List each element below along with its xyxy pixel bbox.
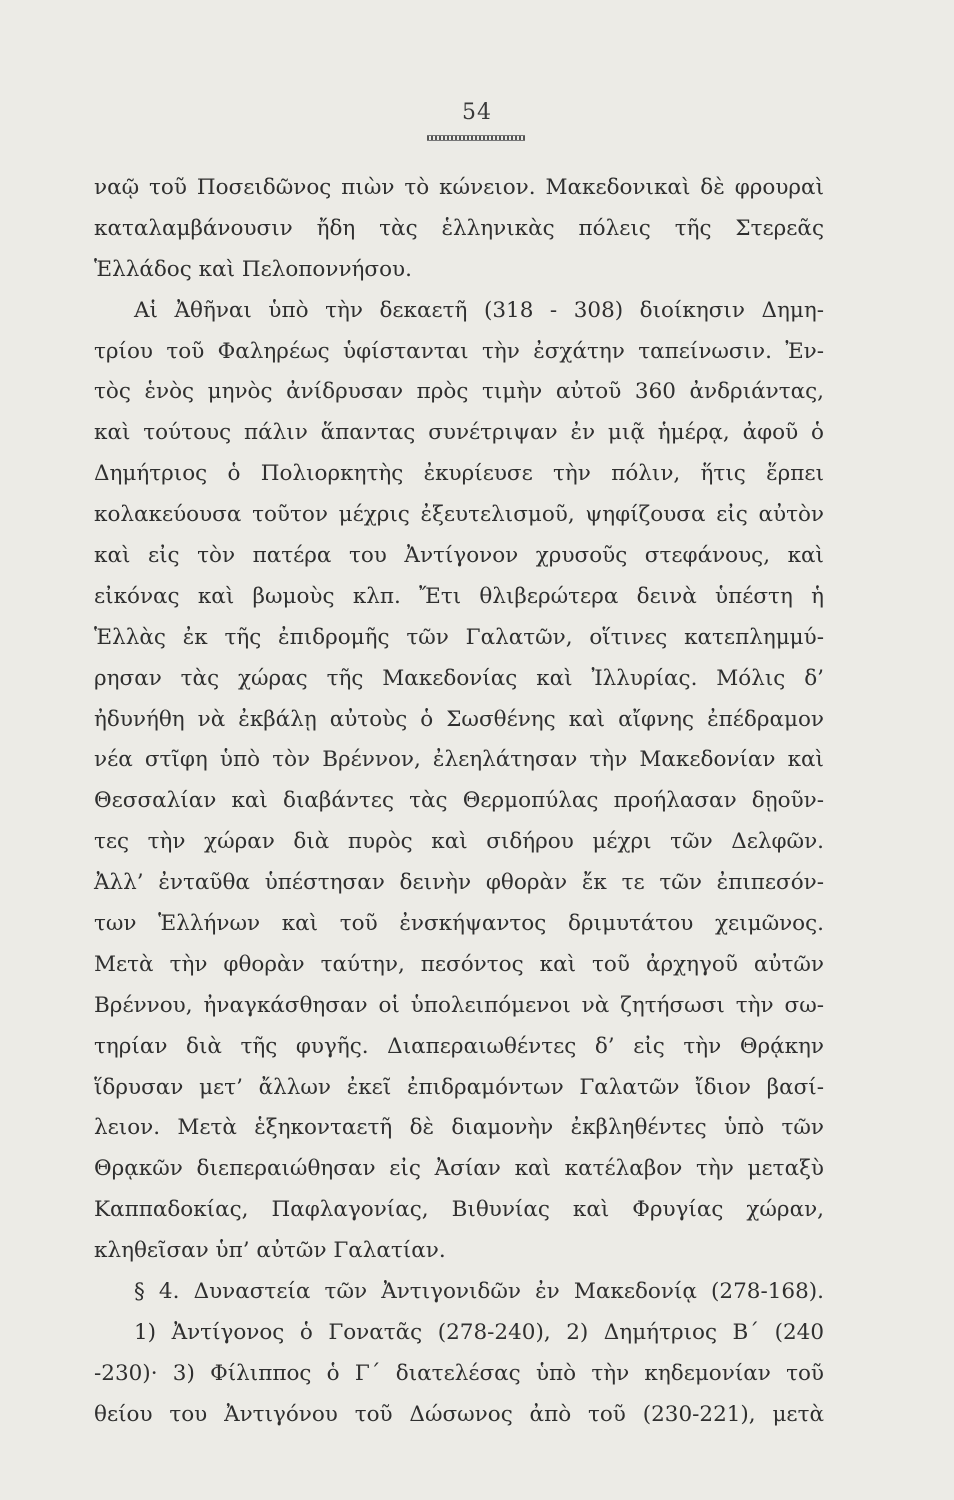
text-line: καὶ τούτους πάλιν ἅπαντας συνέτριψαν ἐν μιᾷ ἡμέρᾳ, ἀφοῦ ὁ bbox=[94, 420, 824, 446]
text-line: τὸς ἑνὸς μηνὸς ἀνίδρυσαν πρὸς τιμὴν αὐτοῦ 360 ἀνδριάντας, bbox=[94, 379, 824, 405]
text-line: τρίου τοῦ Φαληρέως ὑφίστανται τὴν ἐσχάτην ταπείνωσιν. Ἐν- bbox=[94, 338, 824, 364]
text-line: Θεσσαλίαν καὶ διαβάντες τὰς Θερμοπύλας προήλασαν δῃοῦν- bbox=[94, 788, 824, 814]
text-line: Ἑλλάδος καὶ Πελοποννήσου. bbox=[94, 256, 412, 282]
text-line: Ἑλλὰς ἐκ τῆς ἐπιδρομῆς τῶν Γαλατῶν, οἵτινες κατεπλημμύ- bbox=[94, 624, 824, 650]
body-text bbox=[94, 168, 824, 1436]
decorative-rule bbox=[427, 135, 525, 141]
text-line: καὶ εἰς τὸν πατέρα του Ἀντίγονον χρυσοῦς στεφάνους, καὶ bbox=[94, 543, 824, 569]
text-line: λειον. Μετὰ ἑξηκονταετῆ δὲ διαμονὴν ἐκβληθέντες ὑπὸ τῶν bbox=[94, 1115, 824, 1141]
text-line: ναῷ τοῦ Ποσειδῶνος πιὼν τὸ κώνειον. Μακεδονικαὶ δὲ φρουραὶ bbox=[94, 175, 824, 200]
page-number: 54 bbox=[462, 100, 492, 125]
text-line: ρησαν τὰς χώρας τῆς Μακεδονίας καὶ Ἰλλυρίας. Μόλις δ’ bbox=[94, 665, 824, 691]
text-line: Καππαδοκίας, Παφλαγονίας, Βιθυνίας καὶ Φρυγίας χώραν, bbox=[94, 1197, 824, 1223]
text-line: Βρέννου, ἠναγκάσθησαν οἱ ὑπολειπόμενοι νὰ ζητήσωσι τὴν σω- bbox=[94, 992, 824, 1018]
text-line: Αἱ Ἀθῆναι ὑπὸ τὴν δεκαετῆ (318 - 308) διοίκησιν Δημη- bbox=[134, 297, 824, 323]
text-line: -230)· 3) Φίλιππος ὁ Γ΄ διατελέσας ὑπὸ τὴν κηδεμονίαν τοῦ bbox=[94, 1360, 824, 1386]
text-line: κολακεύουσα τοῦτον μέχρις ἐξευτελισμοῦ, ψηφίζουσα εἰς αὐτὸν bbox=[94, 502, 824, 528]
text-line: 1) Ἀντίγονος ὁ Γονατᾶς (278-240), 2) Δημήτριος Β΄ (240 bbox=[134, 1319, 824, 1345]
text-line: Ἀλλ’ ἐνταῦθα ὑπέστησαν δεινὴν φθορὰν ἔκ τε τῶν ἐπιπεσόν- bbox=[94, 870, 824, 896]
text-line: Δημήτριος ὁ Πολιορκητὴς ἐκυρίευσε τὴν πόλιν, ἥτις ἕρπει bbox=[94, 461, 824, 487]
text-line: τες τὴν χώραν διὰ πυρὸς καὶ σιδήρου μέχρι τῶν Δελφῶν. bbox=[94, 829, 824, 855]
text-line: ἠδυνήθη νὰ ἐκβάλῃ αὐτοὺς ὁ Σωσθένης καὶ αἴφνης ἐπέδραμον bbox=[94, 706, 824, 732]
section-heading: § 4. Δυναστεία τῶν Ἀντιγονιδῶν ἐν Μακεδονίᾳ (278-168). bbox=[134, 1279, 824, 1305]
text-line: ἵδρυσαν μετ’ ἄλλων ἐκεῖ ἐπιδραμόντων Γαλατῶν ἴδιον βασί- bbox=[94, 1074, 824, 1100]
text-line: καταλαμβάνουσιν ἤδη τὰς ἑλληνικὰς πόλεις τῆς Στερεᾶς bbox=[94, 215, 824, 241]
text-line: νέα στῖφη ὑπὸ τὸν Βρέννον, ἐλεηλάτησαν τὴν Μακεδονίαν καὶ bbox=[94, 747, 824, 773]
text-line: εἰκόνας καὶ βωμοὺς κλπ. Ἔτι θλιβερώτερα δεινὰ ὑπέστη ἡ bbox=[94, 583, 824, 609]
text-line: κληθεῖσαν ὑπ’ αὐτῶν Γαλατίαν. bbox=[94, 1238, 446, 1264]
text-line: Θρᾳκῶν διεπεραιώθησαν εἰς Ἀσίαν καὶ κατέλαβον τὴν μεταξὺ bbox=[94, 1156, 824, 1182]
text-line: των Ἑλλήνων καὶ τοῦ ἐνσκήψαντος δριμυτάτου χειμῶνος. bbox=[94, 911, 824, 937]
text-line: Μετὰ τὴν φθορὰν ταύτην, πεσόντος καὶ τοῦ ἀρχηγοῦ αὐτῶν bbox=[94, 951, 824, 977]
text-line: θείου του Ἀντιγόνου τοῦ Δώσωνος ἀπὸ τοῦ (230-221), μετὰ bbox=[94, 1401, 824, 1427]
text-line: τηρίαν διὰ τῆς φυγῆς. Διαπεραιωθέντες δ’ εἰς τὴν Θρᾴκην bbox=[94, 1033, 824, 1059]
